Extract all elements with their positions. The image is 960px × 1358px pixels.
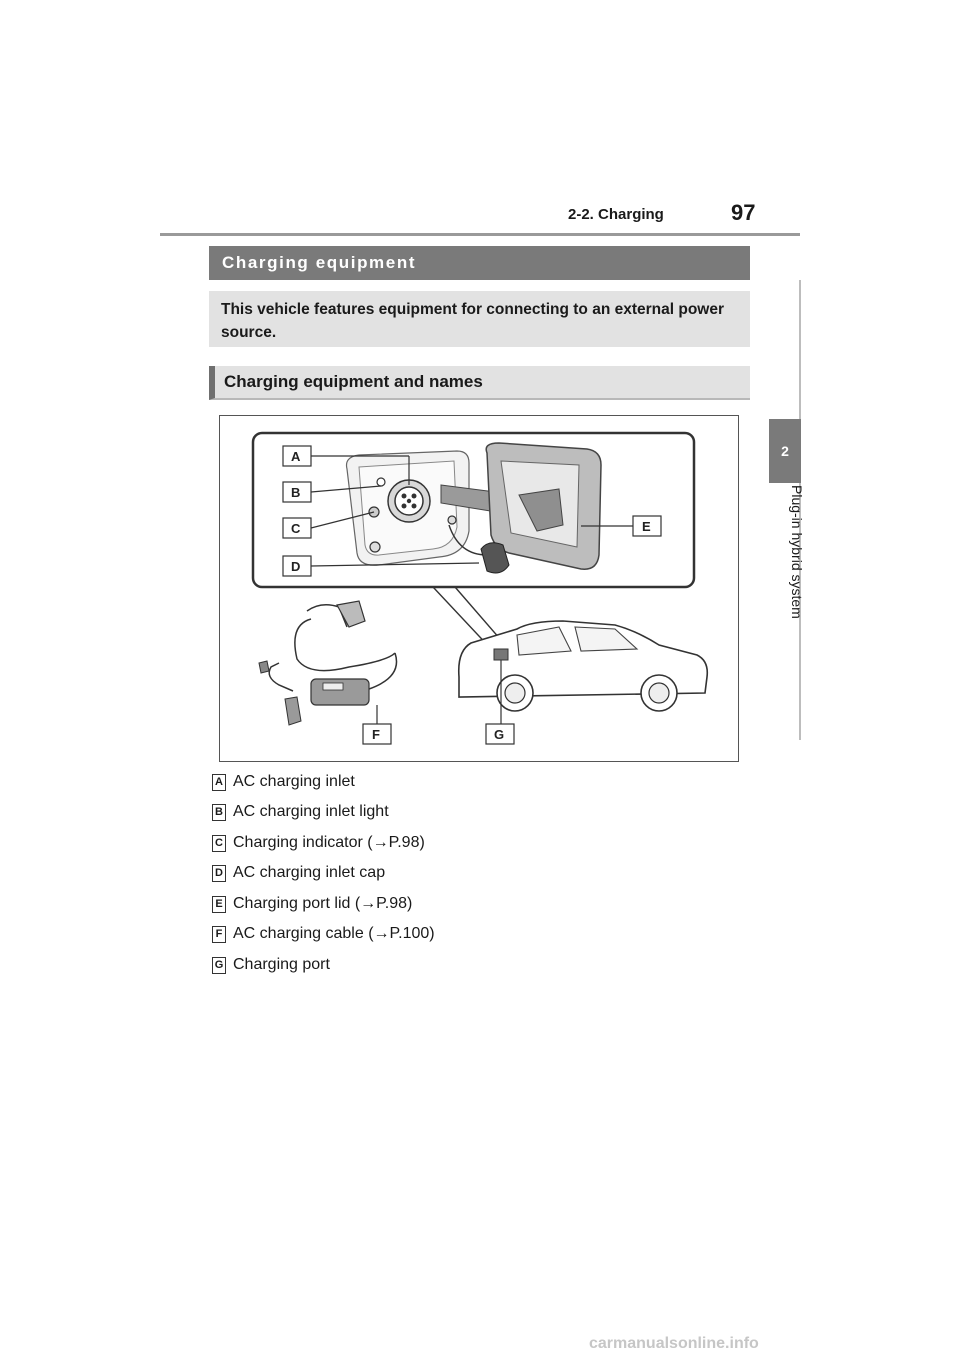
subheading: Charging equipment and names — [209, 366, 750, 400]
watermark: carmanualsonline.info — [589, 1335, 759, 1352]
legend-text: AC charging cable (→P.100) — [233, 925, 435, 942]
legend-item-a — [212, 772, 355, 792]
header-rule — [160, 233, 800, 236]
legend-badge: F — [212, 926, 226, 943]
page-title: Charging equipment — [209, 246, 750, 280]
chapter-title: Plug-in hybrid system — [789, 485, 805, 619]
callout-a: A — [291, 449, 301, 464]
callout-d: D — [291, 559, 301, 574]
legend-badge: E — [212, 896, 226, 913]
legend-text: AC charging inlet light — [233, 803, 389, 820]
legend-text: Charging indicator (→P.98) — [233, 834, 425, 851]
legend-item-c — [212, 833, 425, 853]
callout-b: B — [291, 485, 301, 500]
legend-item-b — [212, 802, 389, 822]
legend-item-e — [212, 894, 412, 914]
legend-badge: G — [212, 957, 226, 974]
callout-e: E — [642, 519, 651, 534]
callout-c: C — [291, 521, 301, 536]
legend-badge: A — [212, 774, 226, 791]
legend-text: AC charging inlet cap — [233, 864, 386, 881]
legend-text: Charging port lid (→P.98) — [233, 895, 413, 912]
legend-text: AC charging inlet — [233, 773, 355, 790]
legend-badge: C — [212, 835, 226, 852]
legend-item-f — [212, 924, 435, 944]
legend-text: Charging port — [233, 956, 330, 973]
chapter-tab[interactable] — [769, 419, 801, 483]
charging-equipment-illustration — [219, 415, 739, 762]
callout-f: F — [372, 727, 380, 742]
legend-item-g — [212, 955, 330, 975]
intro-text: This vehicle features equipment for connecting to an external power source. — [209, 291, 750, 347]
legend-item-d — [212, 863, 385, 883]
legend-badge: B — [212, 804, 226, 821]
legend-badge: D — [212, 865, 226, 882]
callout-g: G — [494, 727, 505, 742]
chapter-number: 2 — [781, 443, 789, 459]
section-title: 2-2. Charging — [568, 206, 664, 223]
page-number: 97 — [731, 200, 756, 225]
